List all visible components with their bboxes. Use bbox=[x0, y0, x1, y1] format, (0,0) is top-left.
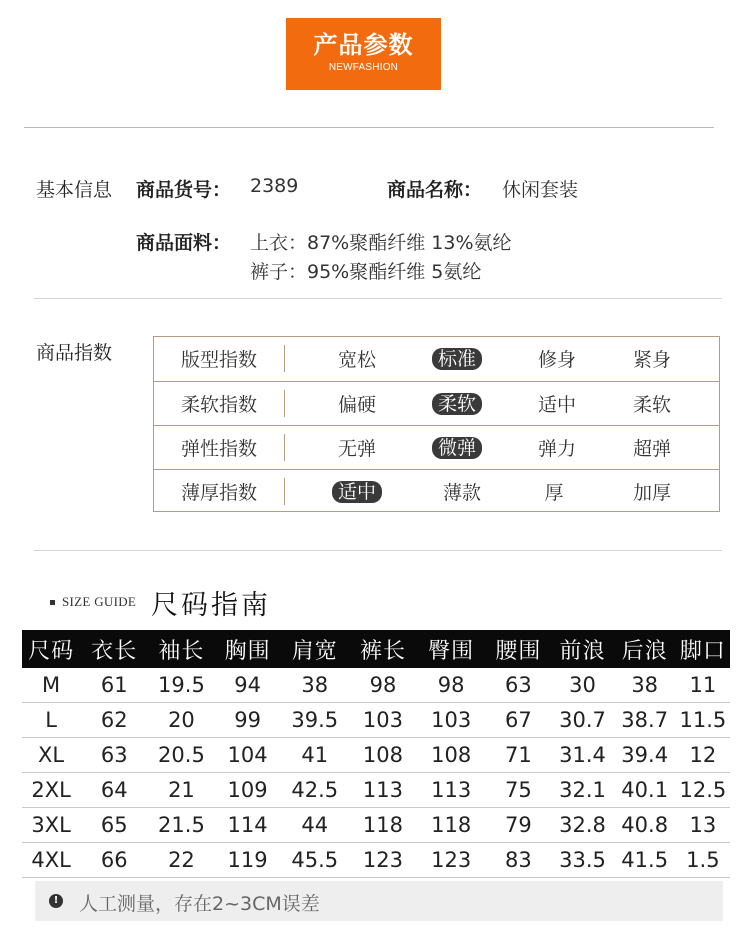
table-cell: 103 bbox=[417, 703, 485, 738]
table-cell: 1.5 bbox=[676, 843, 730, 878]
table-row bbox=[22, 808, 730, 843]
measurement-note bbox=[35, 881, 723, 921]
index-option-selected bbox=[417, 337, 497, 380]
item-number-label: 商品货号： bbox=[136, 179, 232, 201]
index-option-text: 柔软 bbox=[632, 394, 671, 416]
divider-mid bbox=[34, 298, 722, 299]
table-cell: 109 bbox=[215, 773, 281, 808]
table-cell: 79 bbox=[485, 808, 551, 843]
table-cell: 118 bbox=[417, 808, 485, 843]
table-cell: 32.1 bbox=[551, 773, 613, 808]
index-option bbox=[517, 426, 597, 469]
column-header: 脚口 bbox=[676, 630, 730, 668]
table-cell: 118 bbox=[349, 808, 417, 843]
table-cell: 13 bbox=[676, 808, 730, 843]
table-cell: 30.7 bbox=[551, 703, 613, 738]
index-option-selected bbox=[417, 382, 497, 425]
item-number-value: 2389 bbox=[250, 175, 299, 197]
column-header: 裤长 bbox=[349, 630, 417, 668]
basic-info-label: 基本信息 bbox=[36, 179, 113, 201]
fabric-label: 商品面料： bbox=[136, 232, 232, 254]
table-cell: XL bbox=[22, 738, 80, 773]
table-cell: 11.5 bbox=[676, 703, 730, 738]
table-cell: 12 bbox=[676, 738, 730, 773]
table-cell: 103 bbox=[349, 703, 417, 738]
table-cell: 32.8 bbox=[551, 808, 613, 843]
column-header: 后浪 bbox=[614, 630, 676, 668]
table-cell: 45.5 bbox=[281, 843, 349, 878]
fabric-pants-value: 裤子：95%聚酯纤维 5氨纶 bbox=[250, 261, 482, 283]
index-option bbox=[317, 382, 397, 425]
table-cell: 113 bbox=[349, 773, 417, 808]
size-table-header-row bbox=[22, 630, 730, 668]
table-cell: 31.4 bbox=[551, 738, 613, 773]
table-cell: 42.5 bbox=[281, 773, 349, 808]
table-cell: 39.4 bbox=[614, 738, 676, 773]
table-cell: 2XL bbox=[22, 773, 80, 808]
table-cell: 99 bbox=[215, 703, 281, 738]
table-cell: 20 bbox=[148, 703, 214, 738]
table-cell: 114 bbox=[215, 808, 281, 843]
index-row-separator bbox=[284, 478, 285, 505]
table-cell: 63 bbox=[485, 668, 551, 703]
table-cell: 22 bbox=[148, 843, 214, 878]
index-row-separator bbox=[284, 434, 285, 461]
index-row bbox=[154, 425, 719, 469]
index-row bbox=[154, 469, 719, 513]
index-option-text: 无弹 bbox=[337, 438, 376, 460]
table-row bbox=[22, 703, 730, 738]
table-cell: 21.5 bbox=[148, 808, 214, 843]
table-cell: L bbox=[22, 703, 80, 738]
table-cell: 113 bbox=[417, 773, 485, 808]
table-cell: 19.5 bbox=[148, 668, 214, 703]
table-cell: 20.5 bbox=[148, 738, 214, 773]
table-cell: 98 bbox=[349, 668, 417, 703]
index-option-text: 柔软 bbox=[432, 393, 482, 415]
column-header: 尺码 bbox=[22, 630, 80, 668]
table-cell: 44 bbox=[281, 808, 349, 843]
table-cell: 119 bbox=[215, 843, 281, 878]
table-cell: 61 bbox=[80, 668, 148, 703]
table-cell: 11 bbox=[676, 668, 730, 703]
table-cell: 12.5 bbox=[676, 773, 730, 808]
index-option-text: 适中 bbox=[332, 481, 382, 503]
divider-lower bbox=[34, 550, 722, 551]
table-cell: 67 bbox=[485, 703, 551, 738]
column-header: 臀围 bbox=[417, 630, 485, 668]
column-header: 肩宽 bbox=[281, 630, 349, 668]
table-row bbox=[22, 773, 730, 808]
table-cell: 94 bbox=[215, 668, 281, 703]
index-row-separator bbox=[284, 345, 285, 372]
table-cell: 41 bbox=[281, 738, 349, 773]
product-index-label: 商品指数 bbox=[36, 342, 113, 364]
table-cell: 4XL bbox=[22, 843, 80, 878]
index-option-text: 加厚 bbox=[632, 482, 671, 504]
index-option-text: 微弹 bbox=[432, 437, 482, 459]
index-option-text: 偏硬 bbox=[337, 394, 376, 416]
table-cell: 65 bbox=[80, 808, 148, 843]
exclamation-icon: ! bbox=[49, 894, 63, 908]
table-cell: 108 bbox=[349, 738, 417, 773]
index-option-text: 修身 bbox=[537, 349, 576, 371]
column-header: 袖长 bbox=[148, 630, 214, 668]
column-header: 衣长 bbox=[80, 630, 148, 668]
index-option-selected bbox=[417, 426, 497, 469]
index-row-separator bbox=[284, 390, 285, 417]
index-row-name: 柔软指数 bbox=[180, 394, 257, 416]
index-option-text: 标准 bbox=[432, 348, 482, 370]
index-option-text: 超弹 bbox=[632, 438, 671, 460]
fabric-top-value: 上衣：87%聚酯纤维 13%氨纶 bbox=[250, 232, 512, 254]
index-option-text: 弹力 bbox=[537, 438, 576, 460]
table-cell: 33.5 bbox=[551, 843, 613, 878]
table-cell: 98 bbox=[417, 668, 485, 703]
table-cell: 38 bbox=[281, 668, 349, 703]
table-cell: 30 bbox=[551, 668, 613, 703]
table-cell: 21 bbox=[148, 773, 214, 808]
table-cell: 3XL bbox=[22, 808, 80, 843]
index-option bbox=[612, 337, 692, 380]
index-option-text: 紧身 bbox=[632, 349, 671, 371]
bullet-icon bbox=[50, 600, 55, 605]
table-cell: 83 bbox=[485, 843, 551, 878]
column-header: 胸围 bbox=[215, 630, 281, 668]
index-option bbox=[612, 470, 692, 513]
index-row-name: 薄厚指数 bbox=[180, 482, 257, 504]
table-cell: 38.7 bbox=[614, 703, 676, 738]
index-row bbox=[154, 381, 719, 425]
table-cell: 41.5 bbox=[614, 843, 676, 878]
table-cell: M bbox=[22, 668, 80, 703]
index-option bbox=[317, 426, 397, 469]
header-badge bbox=[286, 18, 441, 90]
column-header: 前浪 bbox=[551, 630, 613, 668]
index-option bbox=[517, 382, 597, 425]
table-cell: 123 bbox=[417, 843, 485, 878]
table-cell: 66 bbox=[80, 843, 148, 878]
header-subtitle: NEWFASHION bbox=[328, 62, 399, 73]
size-table bbox=[22, 630, 730, 878]
index-option bbox=[317, 337, 397, 380]
table-cell: 123 bbox=[349, 843, 417, 878]
product-index-table bbox=[153, 336, 720, 512]
table-cell: 104 bbox=[215, 738, 281, 773]
index-option bbox=[517, 337, 597, 380]
table-cell: 71 bbox=[485, 738, 551, 773]
header-title: 产品参数 bbox=[313, 31, 414, 59]
index-option-text: 厚 bbox=[544, 482, 564, 504]
index-option bbox=[422, 470, 502, 513]
size-guide-title: 尺码指南 bbox=[151, 590, 271, 621]
table-cell: 40.1 bbox=[614, 773, 676, 808]
index-row bbox=[154, 337, 719, 380]
table-row bbox=[22, 738, 730, 773]
index-option-text: 薄款 bbox=[442, 482, 481, 504]
table-cell: 62 bbox=[80, 703, 148, 738]
table-cell: 40.8 bbox=[614, 808, 676, 843]
table-cell: 38 bbox=[614, 668, 676, 703]
index-row-name: 弹性指数 bbox=[180, 438, 257, 460]
table-cell: 39.5 bbox=[281, 703, 349, 738]
table-row bbox=[22, 843, 730, 878]
index-option-text: 适中 bbox=[537, 394, 576, 416]
table-cell: 63 bbox=[80, 738, 148, 773]
index-option-text: 宽松 bbox=[337, 349, 376, 371]
size-guide-small-title: SIZE GUIDE bbox=[62, 594, 137, 609]
index-option bbox=[612, 426, 692, 469]
table-row bbox=[22, 668, 730, 703]
table-cell: 75 bbox=[485, 773, 551, 808]
product-name-value: 休闲套装 bbox=[502, 179, 579, 201]
index-option-selected bbox=[317, 470, 397, 513]
column-header: 腰围 bbox=[485, 630, 551, 668]
index-row-name: 版型指数 bbox=[180, 349, 257, 371]
table-cell: 64 bbox=[80, 773, 148, 808]
table-cell: 108 bbox=[417, 738, 485, 773]
product-name-label: 商品名称： bbox=[387, 179, 483, 201]
index-option bbox=[514, 470, 594, 513]
divider-top bbox=[24, 127, 714, 128]
index-option bbox=[612, 382, 692, 425]
measurement-note-text: 人工测量，存在2~3CM误差 bbox=[79, 893, 320, 915]
